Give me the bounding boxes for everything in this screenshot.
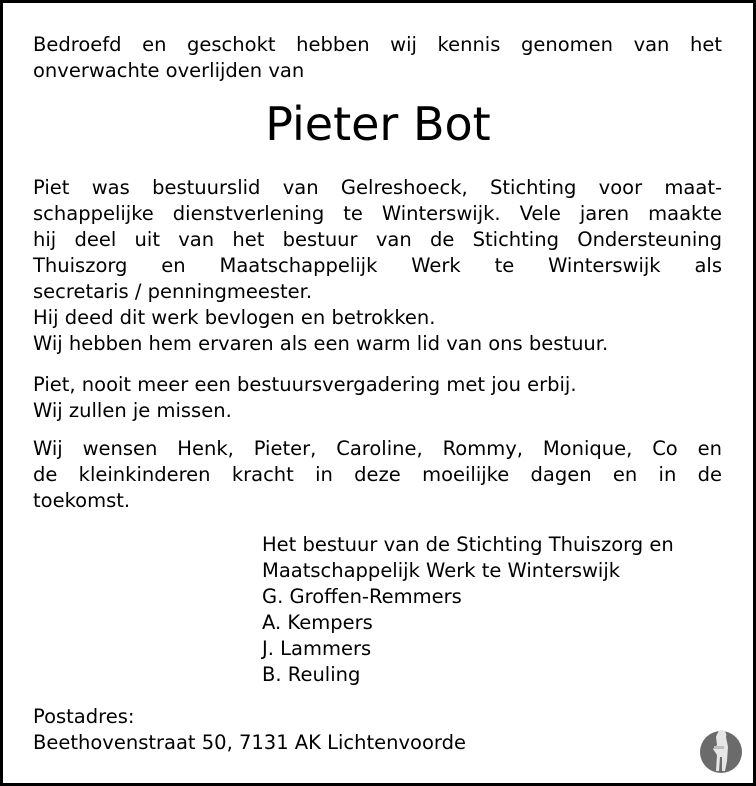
text-line: Piet, nooit meer een bestuursvergadering met jou erbij. <box>33 373 577 396</box>
intro-text <box>33 32 722 84</box>
text-line: onverwachte overlijden van <box>33 59 305 82</box>
text-line: Thuiszorg en Maatschappelijk Werk te Winterswijk als <box>33 254 722 277</box>
text-line: Wij wensen Henk, Pieter, Caroline, Rommy, Monique, Co en <box>33 437 722 460</box>
paragraph-1 <box>33 175 722 357</box>
text-line: Wij hebben hem ervaren als een warm lid van ons bestuur. <box>33 332 609 355</box>
text-line: secretaris / penningmeester. <box>33 280 313 303</box>
embrace-logo-icon <box>697 726 745 774</box>
text-line: Maatschappelijk Werk te Winterswijk <box>262 559 621 582</box>
text-line: Hij deed dit werk bevlogen en betrokken. <box>33 306 436 329</box>
deceased-name: Pieter Bot <box>265 97 491 151</box>
text-line: Wij zullen je missen. <box>33 399 232 422</box>
text-line: Het bestuur van de Stichting Thuiszorg en <box>262 533 674 556</box>
text-line: hij deel uit van het bestuur van de Stichting Ondersteuning <box>33 228 722 251</box>
text-line: Beethovenstraat 50, 7131 AK Lichtenvoorde <box>33 731 466 754</box>
signature-block <box>262 532 732 688</box>
paragraph-2 <box>33 372 722 424</box>
paragraph-3 <box>33 436 722 514</box>
text-line: de kleinkinderen kracht in deze moeilijke dagen en in de <box>33 463 722 486</box>
address-block <box>33 704 722 756</box>
text-line: Postadres: <box>33 705 135 728</box>
text-line: schappelijke dienstverlening te Winterswijk. Vele jaren maakte <box>33 202 722 225</box>
text-line: B. Reuling <box>262 663 361 686</box>
text-line: A. Kempers <box>262 611 373 634</box>
text-line: Bedroefd en geschokt hebben wij kennis genomen van het <box>33 33 722 56</box>
text-line: toekomst. <box>33 489 131 512</box>
text-line: Piet was bestuurslid van Gelreshoeck, Stichting voor maat- <box>33 176 722 199</box>
text-line: G. Groffen-Remmers <box>262 585 462 608</box>
text-line: J. Lammers <box>262 637 372 660</box>
